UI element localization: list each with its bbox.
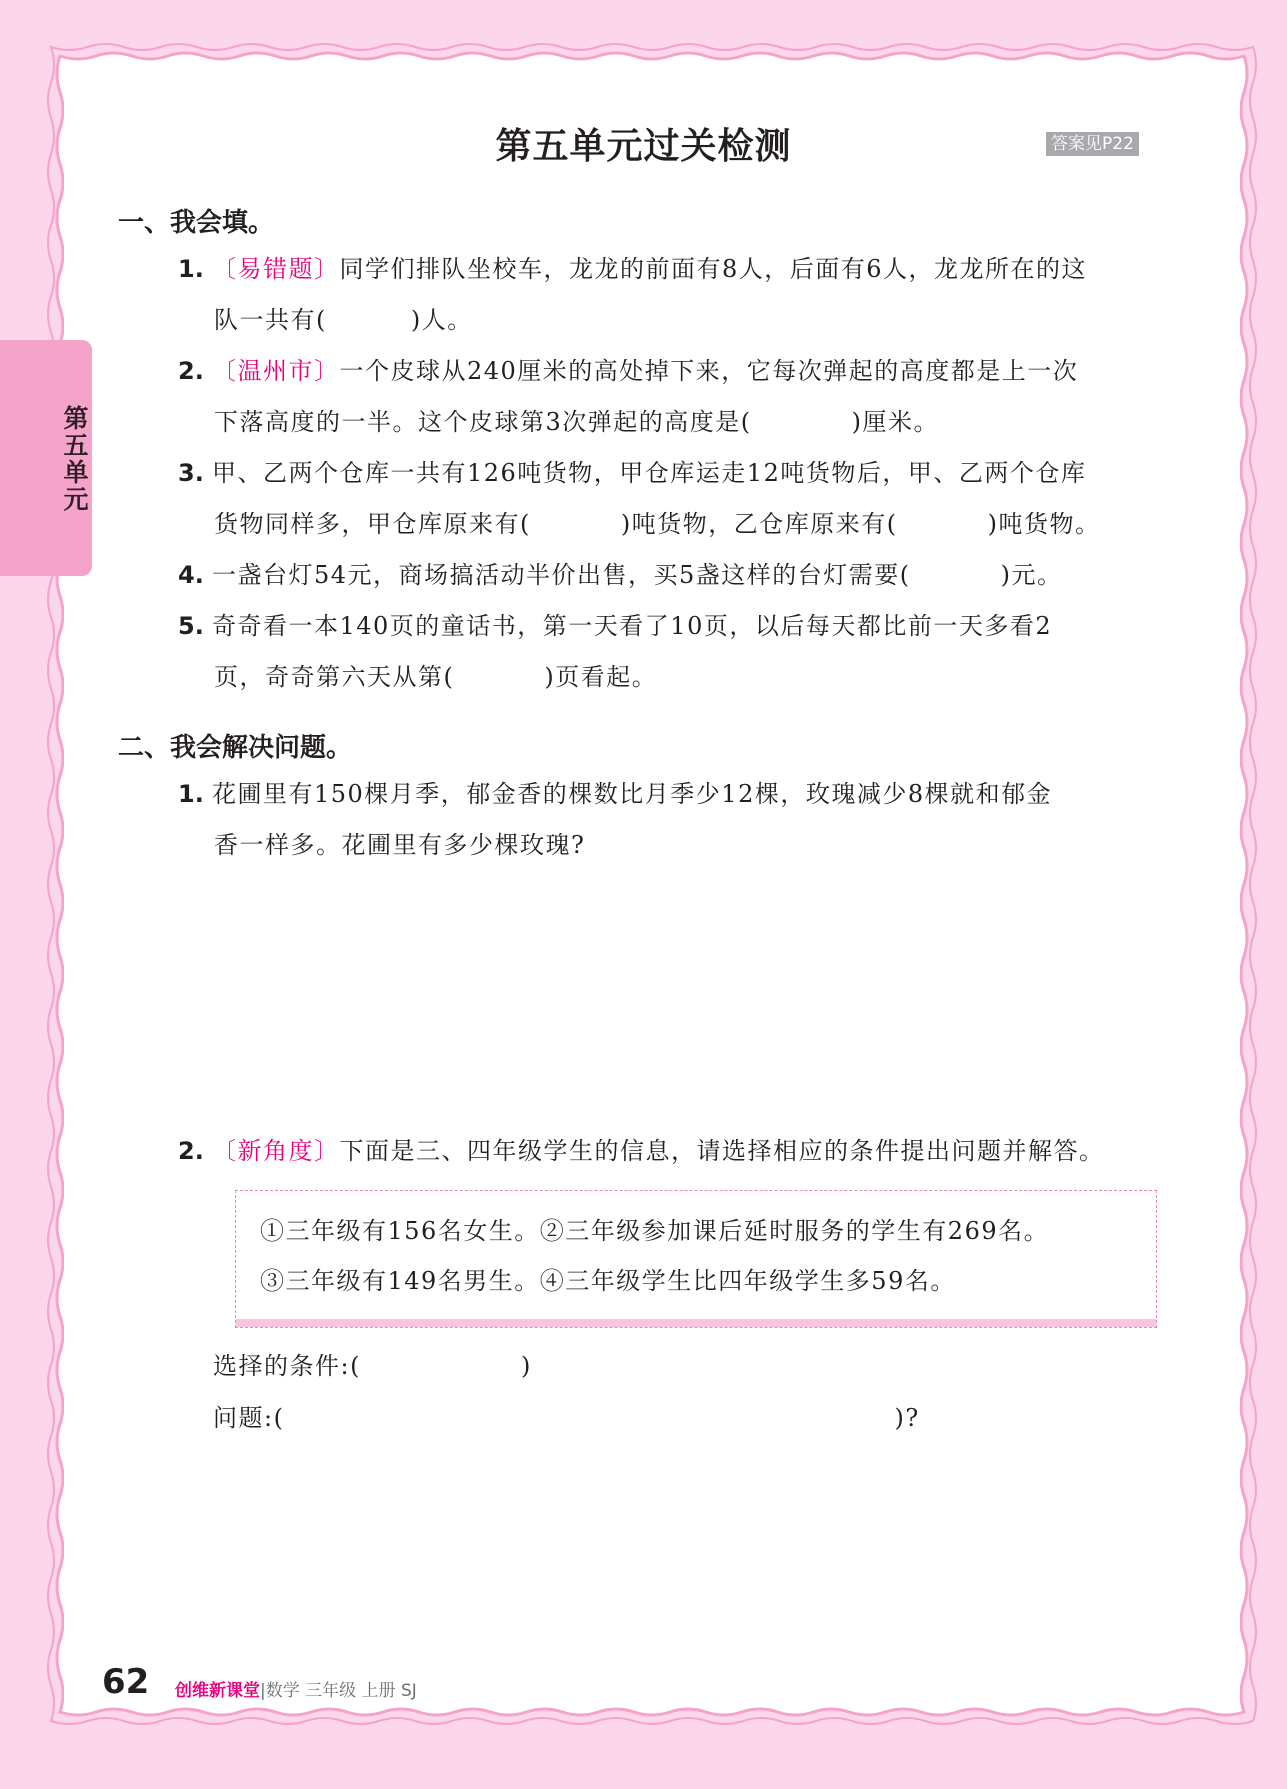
question-tag: 〔易错题〕: [212, 255, 340, 283]
question-text: 甲、乙两个仓库一共有126吨货物，甲仓库运走12吨货物后，甲、乙两个仓库: [212, 459, 1087, 487]
answer-reference-badge: 答案见P22: [1046, 132, 1139, 156]
question-text: 队一共有(: [214, 306, 327, 334]
question-text: 页，奇奇第六天从第(: [214, 663, 455, 691]
page-title: 第五单元过关检测: [495, 126, 792, 167]
question-tag: 〔新角度〕: [212, 1137, 340, 1165]
select-conditions-close: ): [520, 1352, 532, 1380]
question-text: )元。: [1000, 561, 1063, 589]
question-text: 一盏台灯54元，商场搞活动半价出售，买5盏这样的台灯需要(: [212, 561, 911, 589]
question-text: 花圃里有150棵月季，郁金香的棵数比月季少12棵，玫瑰减少8棵就和郁金: [212, 780, 1053, 808]
question-number: 2.: [178, 357, 204, 385]
footer-brand: 创维新课堂: [175, 1681, 260, 1701]
question-tag: 〔温州市〕: [212, 357, 340, 385]
question-text: 同学们排队坐校车，龙龙的前面有8人，后面有6人，龙龙所在的这: [339, 255, 1088, 283]
question-text: 奇奇看一本140页的童话书，第一天看了10页，以后每天都比前一天多看2: [212, 612, 1053, 640]
question-text: 香一样多。花圃里有多少棵玫瑰?: [214, 831, 586, 859]
footer-info: [175, 1676, 417, 1701]
question-text: )厘米。: [851, 408, 940, 436]
question-number: 1.: [178, 255, 204, 283]
question-text: )人。: [410, 306, 473, 334]
question-number: 4.: [178, 561, 204, 589]
question-2-2: [178, 1126, 1158, 1177]
conditions-line: ③三年级有149名男生。④三年级学生比四年级学生多59名。: [260, 1267, 956, 1295]
question-text: 下落高度的一半。这个皮球第3次弹起的高度是(: [214, 408, 752, 436]
question-1-3: [178, 448, 1158, 550]
answer-workspace[interactable]: [178, 880, 1158, 1110]
question-text: )页看起。: [544, 663, 658, 691]
conditions-line: ①三年级有156名女生。②三年级参加课后延时服务的学生有269名。: [260, 1217, 1050, 1245]
question-text: )吨货物，乙仓库原来有(: [620, 510, 898, 538]
select-conditions-label: 选择的条件:(: [213, 1352, 361, 1380]
question-1-2: [178, 346, 1158, 448]
question-1-1: [178, 244, 1158, 346]
question-text: )吨货物。: [987, 510, 1101, 538]
page-number: 62: [102, 1662, 150, 1702]
question-text: 下面是三、四年级学生的信息，请选择相应的条件提出问题并解答。: [339, 1137, 1105, 1165]
section2-title: 二、我会解决问题。: [118, 733, 353, 763]
question-1-5: [178, 601, 1158, 703]
footer-separator: |: [260, 1681, 266, 1701]
question-number: 1.: [178, 780, 204, 808]
section1-title: 一、我会填。: [118, 208, 275, 238]
question-label: 问题:(: [213, 1404, 285, 1432]
conditions-box: [235, 1190, 1157, 1328]
question-text: 货物同样多，甲仓库原来有(: [214, 510, 531, 538]
question-line: [213, 1398, 920, 1433]
question-number: 3.: [178, 459, 204, 487]
side-tab-label: 第五单元: [60, 405, 89, 513]
question-number: 2.: [178, 1137, 204, 1165]
footer-subject: 数学 三年级 上册 SJ: [265, 1681, 417, 1701]
select-conditions-line: [213, 1346, 532, 1381]
question-2-1: [178, 769, 1158, 871]
question-1-4: [178, 550, 1158, 601]
question-close: )?: [894, 1404, 920, 1432]
question-number: 5.: [178, 612, 204, 640]
question-text: 一个皮球从240厘米的高处掉下来，它每次弹起的高度都是上一次: [339, 357, 1079, 385]
